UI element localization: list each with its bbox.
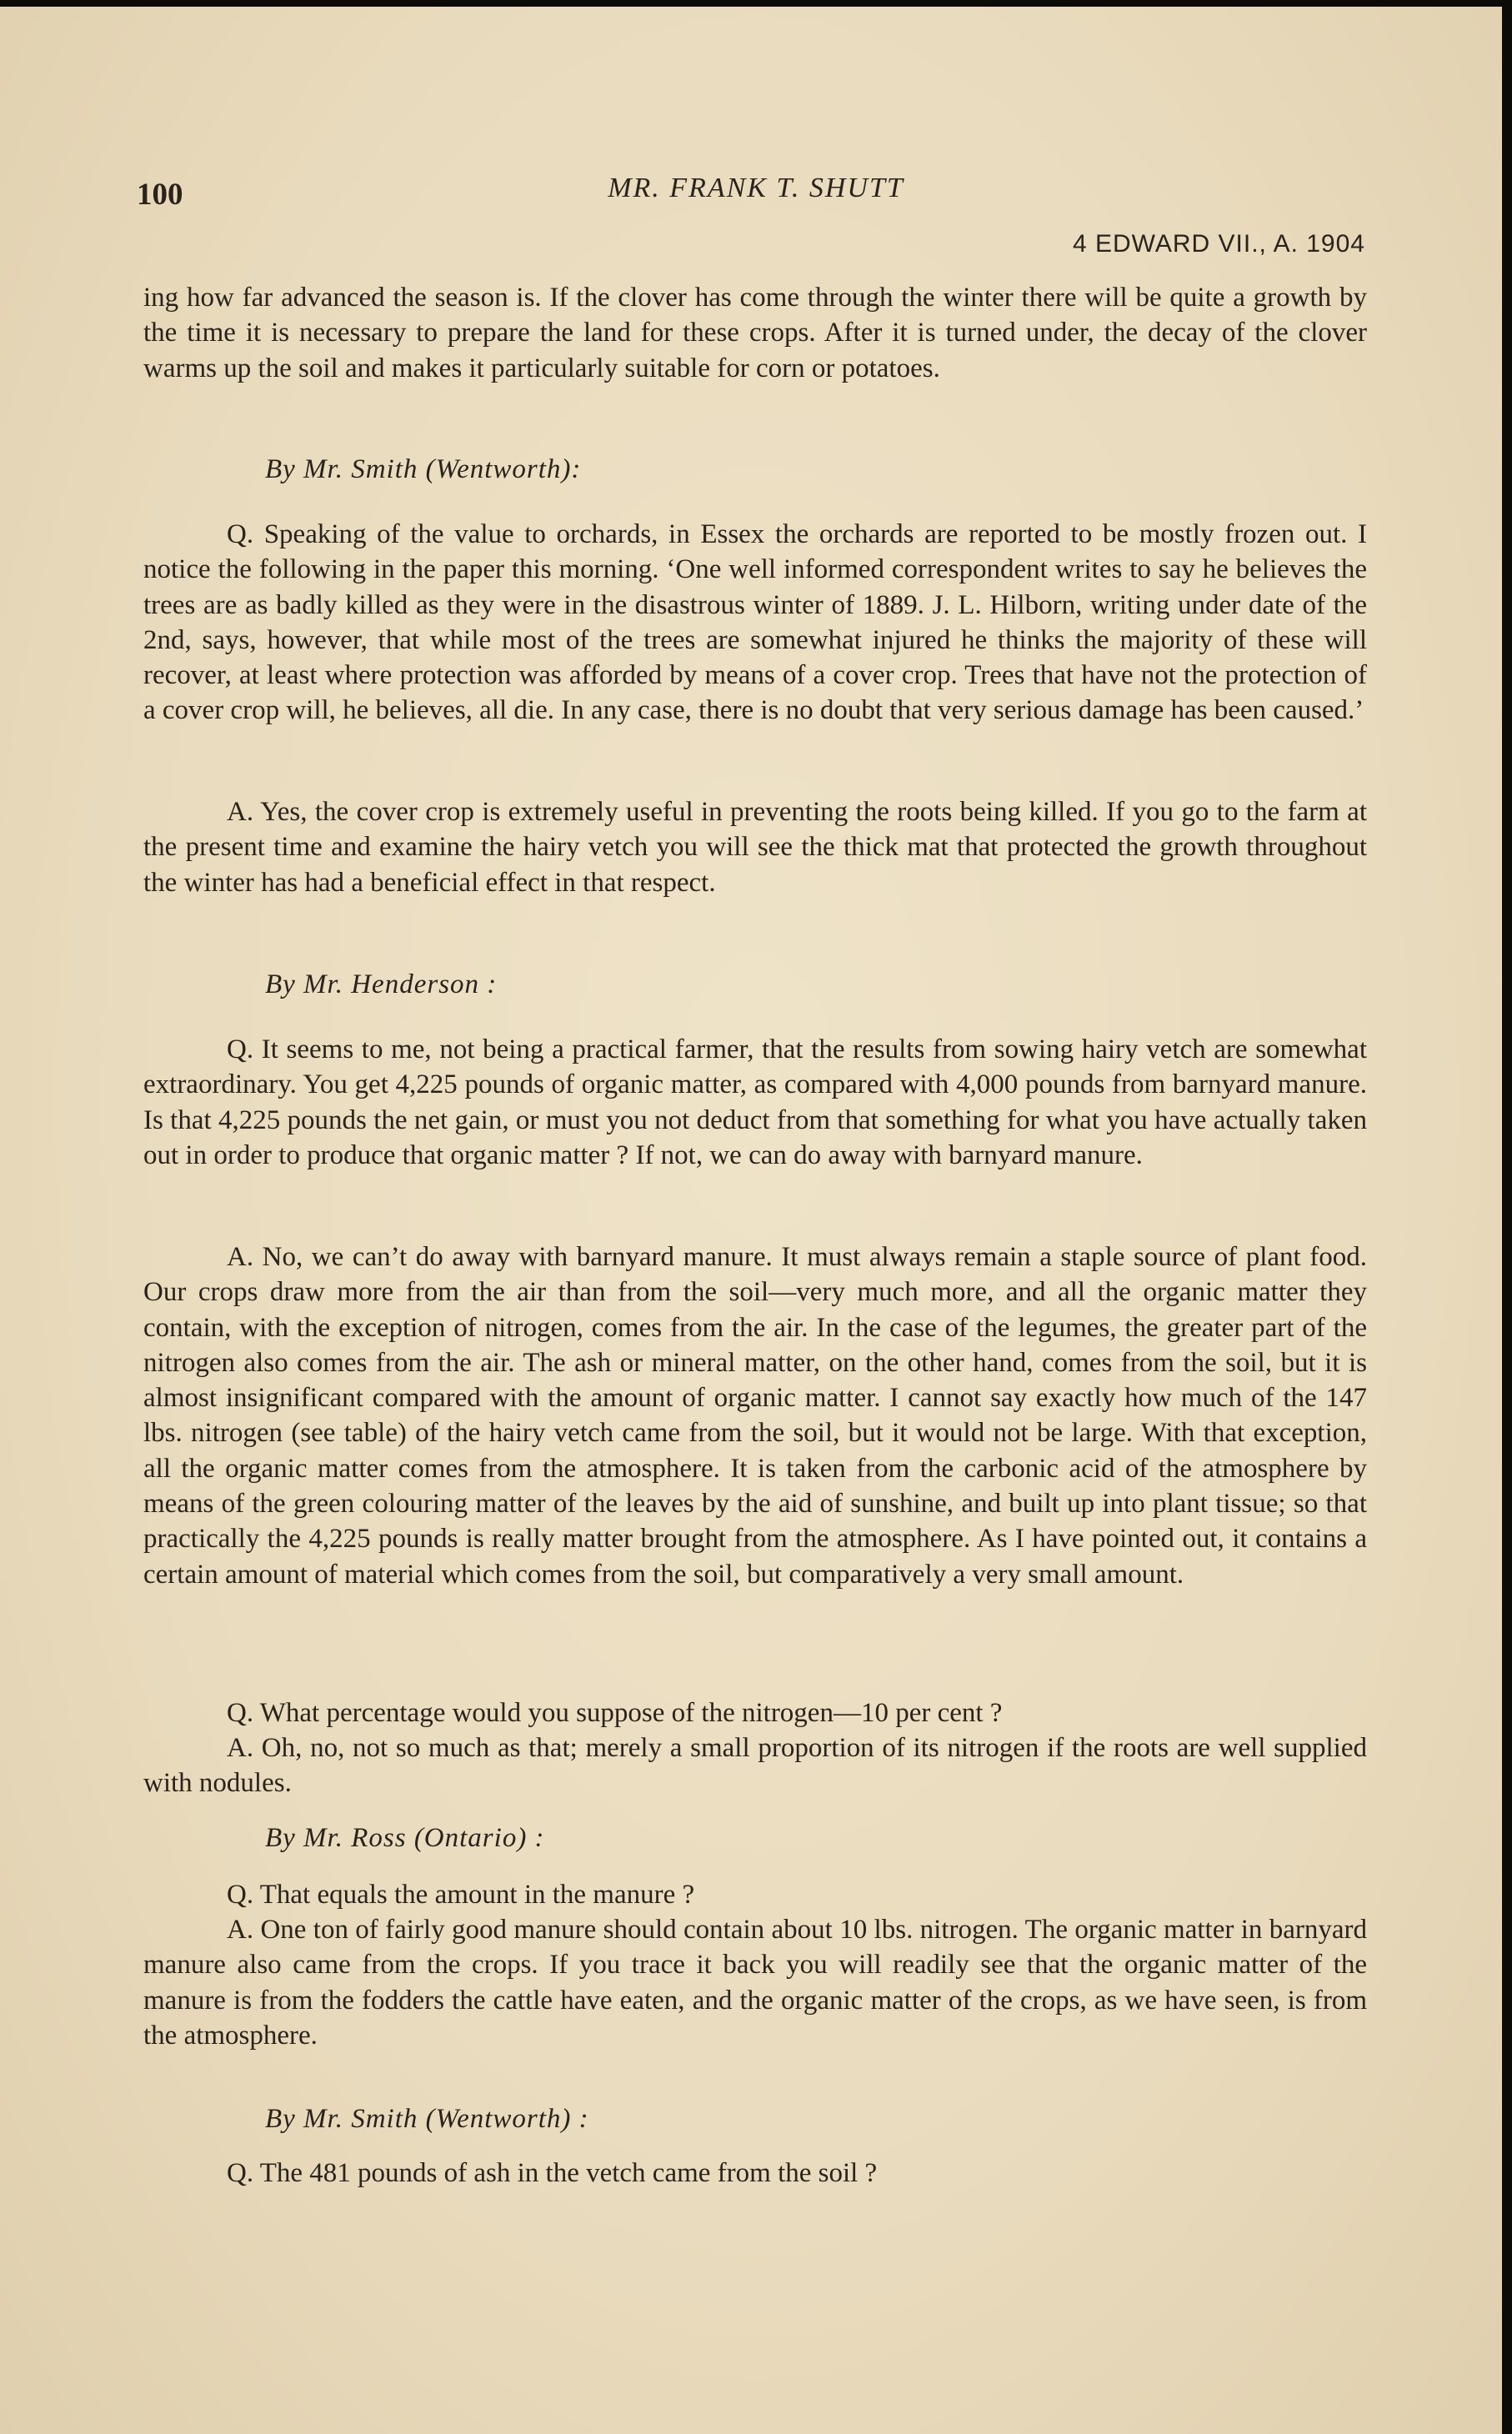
answer-paragraph: A. One ton of fairly good manure should contain about 10 lbs. nitrogen. The organic matter in barnyard manure also came from the crops. If you trace it back you will readily see that the organic matter of the manure is from the fodders the cattle have eaten, and the organic matter of the crops, as we have seen, is from the atmosphere. [143, 1915, 1367, 2051]
session-label: 4 EDWARD VII., A. 1904 [1072, 230, 1365, 258]
paragraph-continuation: ing how far advanced the season is. If the clover has come through the winter there will be quite a growth by the time it is necessary to prepare the land for these crops. After it is turned under, the decay of the clover warms up the soil and makes it particularly suitable for corn or potatoes. [143, 283, 1367, 383]
speaker-heading: By Mr. Ross (Ontario) : [265, 1823, 545, 1853]
answer-paragraph: A. No, we can’t do away with barnyard manure. It must always remain a staple source of plant food. Our crops draw more from the air than from the soil—very much more, and all the organic matter they contain, with the exception of nitrogen, comes from the air. In the case of the legumes, the greater part of the nitrogen also comes from the air. The ash or mineral matter, on the other hand, comes from the soil, but it is almost insignificant compared with the amount of organic matter. I cannot say exactly how much of the 147 lbs. nitrogen (see table) of the hairy vetch came from the soil, but it would not be large. With that exception, all the organic matter comes from the atmosphere. It is taken from the carbonic acid of the atmosphere by means of the green colouring matter of the leaves by the aid of sunshine, and built up into plant tissue; so that practically the 4,225 pounds is really matter brought from the atmosphere. As I have pointed out, it contains a certain amount of material which comes from the soil, but comparatively a very small amount. [143, 1242, 1367, 1590]
question-paragraph: Q. What percentage would you suppose of the nitrogen—10 per cent ? [227, 1698, 1003, 1728]
speaker-heading: By Mr. Smith (Wentworth): [265, 454, 582, 484]
running-title: MR. FRANK T. SHUTT [608, 173, 904, 203]
answer-paragraph: A. Yes, the cover crop is extremely useful in preventing the roots being killed. If you go to the farm at the present time and examine the hairy vetch you will see the thick mat that protected the growth throughout the winter has had a beneficial effect in that respect. [143, 797, 1367, 898]
question-paragraph: Q. The 481 pounds of ash in the vetch came from the soil ? [227, 2158, 878, 2188]
answer-paragraph: A. Oh, no, not so much as that; merely a small proportion of its nitrogen if the roots are well supplied with nodules. [143, 1733, 1367, 1799]
speaker-heading: By Mr. Smith (Wentworth) : [265, 2104, 589, 2134]
scan-border-right [1502, 0, 1512, 2434]
scan-border-top [0, 0, 1512, 7]
page-number: 100 [137, 178, 183, 212]
question-paragraph: Q. It seems to me, not being a practical farmer, that the results from sowing hairy vetch are somewhat extraordinary. You get 4,225 pounds of organic matter, as compared with 4,000 pounds from barnyard manure. Is that 4,225 pounds the net gain, or must you not deduct from that something for what you have actually taken out in order to produce that organic matter ? If not, we can do away with barnyard manure. [143, 1034, 1367, 1170]
question-paragraph: Q. That equals the amount in the manure ? [227, 1880, 695, 1910]
speaker-heading: By Mr. Henderson : [265, 969, 498, 999]
question-paragraph: Q. Speaking of the value to orchards, in Essex the orchards are reported to be mostly frozen out. I notice the following in the paper this morning. ‘One well informed correspondent writes to say he believes the trees are as badly killed as they were in the disastrous winter of 1889. J. L. Hilborn, writing under date of the 2nd, says, however, that while most of the trees are somewhat injured he thinks the majority of these will recover, at least where protection was afforded by means of a cover crop. Trees that have not the protection of a cover crop will, he believes, all die. In any case, there is no doubt that very serious damage has been caused.’ [143, 519, 1367, 726]
